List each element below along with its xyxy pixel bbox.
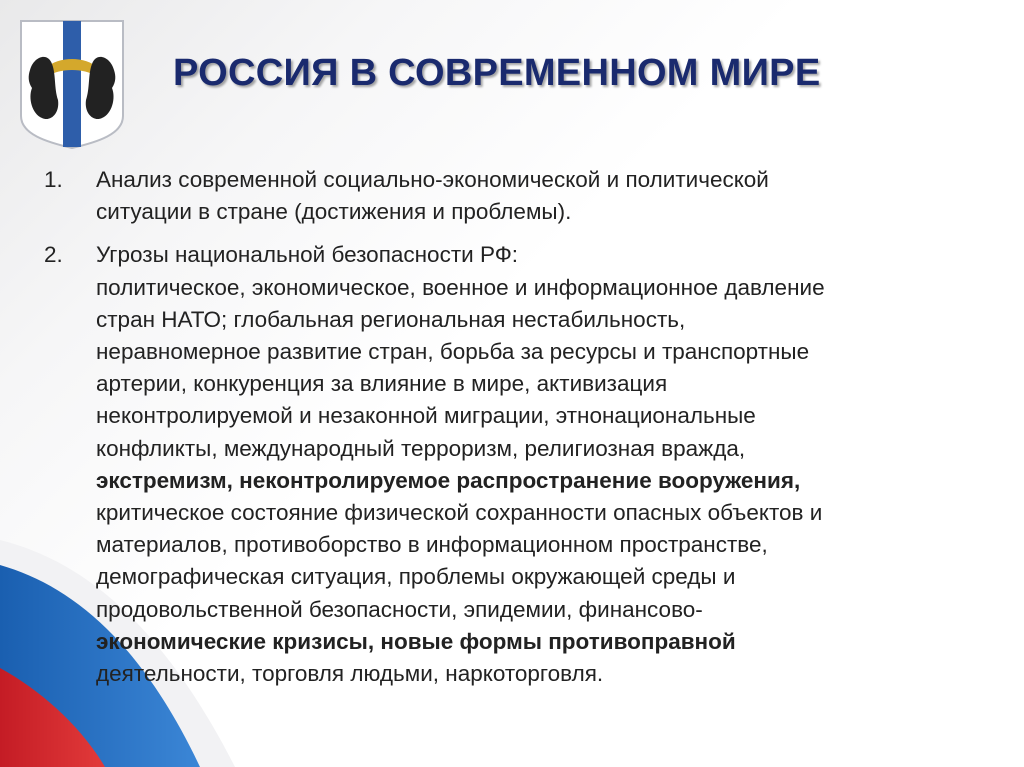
text-line: Угрозы национальной безопасности РФ: — [96, 242, 519, 268]
topic-list — [44, 164, 994, 690]
text-line-bold: экстремизм, неконтролируемое распространение вооружения, — [96, 467, 801, 493]
text-line: конфликты, международный терроризм, религиозная вражда, — [96, 435, 746, 461]
text-line: Анализ современной социально-экономической и политической — [96, 167, 769, 192]
text-line: стран НАТО; глобальная региональная нестабильность, — [96, 306, 686, 332]
text-line: деятельности, торговля людьми, наркоторговля. — [96, 661, 604, 687]
list-item-2 — [44, 239, 994, 690]
list-item-number: 2. — [44, 242, 63, 268]
slide-title: РОССИЯ В СОВРЕМЕННОМ МИРЕ — [173, 52, 821, 94]
text-line: материалов, противоборство в информационном пространстве, — [96, 532, 768, 558]
text-line: демографическая ситуация, проблемы окружающей среды и — [96, 564, 736, 590]
text-line: продовольственной безопасности, эпидемии, финансово- — [96, 596, 703, 622]
text-line: политическое, экономическое, военное и информационное давление — [96, 274, 825, 300]
text-line: артерии, конкуренция за влияние в мире, активизация — [96, 371, 668, 397]
list-item-text — [96, 164, 986, 228]
list-item-number: 1. — [44, 167, 63, 192]
text-line: неконтролируемой и незаконной миграции, этнонациональные — [96, 403, 756, 429]
text-line-bold: экономические кризисы, новые формы противоправной — [96, 628, 736, 654]
text-line: ситуации в стране (достижения и проблемы). — [96, 199, 572, 225]
text-line: критическое состояние физической сохранности опасных объектов и — [96, 500, 823, 526]
list-item-1 — [44, 164, 994, 228]
coat-of-arms-icon — [18, 18, 126, 150]
text-line: неравномерное развитие стран, борьба за ресурсы и транспортные — [96, 339, 810, 365]
list-item-text — [96, 239, 986, 690]
